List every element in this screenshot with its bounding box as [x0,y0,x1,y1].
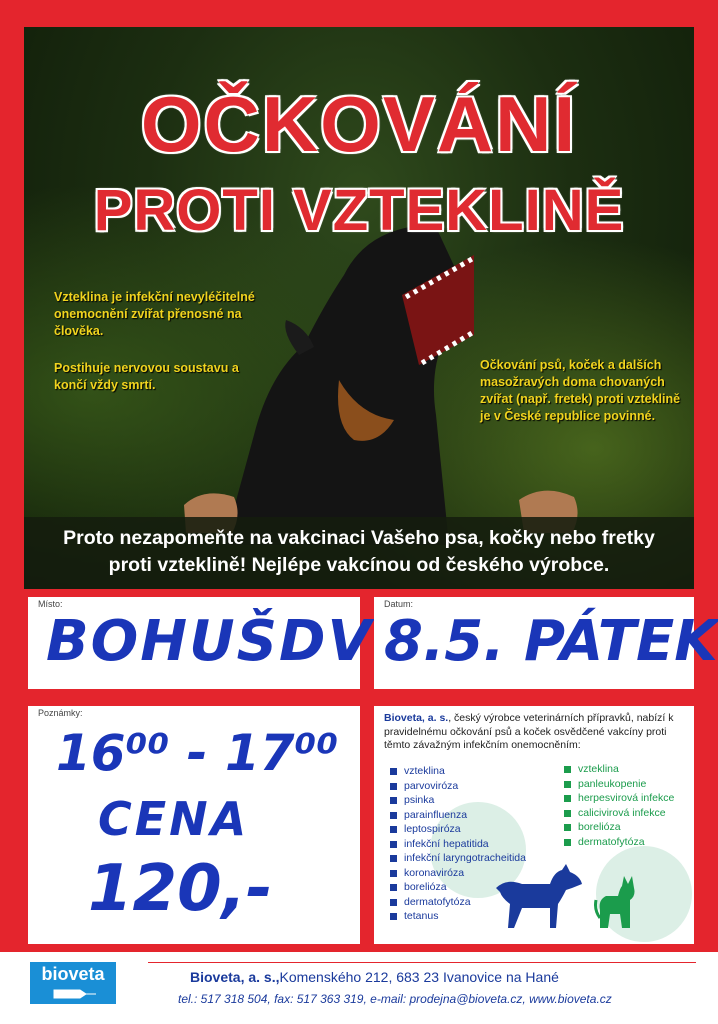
footer-divider [148,962,696,963]
headline-line2: PROTI VZTEKLINĚ [93,178,625,243]
footer-contact: tel.: 517 318 504, fax: 517 363 319, e-mail: prodejna@bioveta.cz, www.bioveta.cz [178,992,612,1006]
bioveta-intro-text: , český výrobce veterinárních přípravků, nabízí k pravidelnému očkování psů a koček osvědčené vakcíny proti těmto závažným infekčním onemocněním: [384,712,674,751]
cat-disease-item: vzteklina [564,762,674,777]
dog-disease-item: borelióza [390,880,526,895]
info-right-paragraph: Očkování psů, koček a dalších masožravých doma chovaných zvířat (např. fretek) proti vzteklině je v České republice povinné. [480,358,681,423]
dog-silhouette-icon [492,864,584,930]
dog-disease-item: infekční hepatitida [390,837,526,852]
info-left-paragraph1: Vzteklina je infekční nevyléčitelné onemocnění zvířat přenosné na člověka. [54,290,255,338]
footer-street-address: Komenského 212, 683 23 Ivanovice na Hané [279,969,559,985]
place-value: BOHUŠDV [46,609,373,674]
banner-line2: proti vzteklině! Nejlépe vakcínou od českého výrobce. [108,554,610,576]
cat-silhouette-icon [594,874,640,930]
footer [0,952,718,1024]
date-label: Datum: [384,599,414,609]
date-value: 8.5. PÁTEK [384,609,718,674]
footer-address [190,969,559,985]
dog-disease-item: leptospiróza [390,822,526,837]
cat-disease-item: herpesvirová infekce [564,791,674,806]
cat-disease-list [564,762,674,849]
bioveta-info-box [374,706,694,944]
info-left-paragraph2: Postihuje nervovou soustavu a končí vždy smrtí. [54,361,239,392]
dog-disease-item: psinka [390,793,526,808]
dog-disease-item: tetanus [390,909,526,924]
dog-disease-item: infekční laryngotracheitida [390,851,526,866]
dog-disease-item: parvoviróza [390,779,526,794]
bioveta-logo [30,962,116,1004]
dog-disease-item: koronaviróza [390,866,526,881]
dog-disease-item: vzteklina [390,764,526,779]
place-label: Místo: [38,599,63,609]
cat-disease-item: borelióza [564,820,674,835]
cat-disease-item: panleukopenie [564,777,674,792]
hero-photo [24,27,694,589]
ampoule-icon [52,988,96,1000]
cat-disease-item: calicivirová infekce [564,806,674,821]
notes-field [28,706,360,944]
headline-line1: OČKOVÁNÍ [140,80,578,168]
bioveta-intro [384,712,674,753]
banner-line1: Proto nezapomeňte na vakcinaci Vašeho psa, kočky nebo fretky [63,527,655,549]
dog-disease-item: dermatofytóza [390,895,526,910]
date-field [374,597,718,689]
bioveta-name: Bioveta, a. s. [384,712,449,724]
dog-disease-item: parainfluenza [390,808,526,823]
bioveta-logo-text: bioveta [41,964,105,984]
notes-label: Poznámky: [38,708,83,718]
place-field [28,597,373,689]
cat-disease-item: dermatofytóza [564,835,674,850]
notes-price: 120,- [88,852,273,926]
notes-price-label: CENA [98,792,250,846]
reminder-banner [24,517,694,589]
footer-company-name: Bioveta, a. s., [190,969,280,985]
notes-time: 16⁰⁰ - 17⁰⁰ [56,724,339,782]
